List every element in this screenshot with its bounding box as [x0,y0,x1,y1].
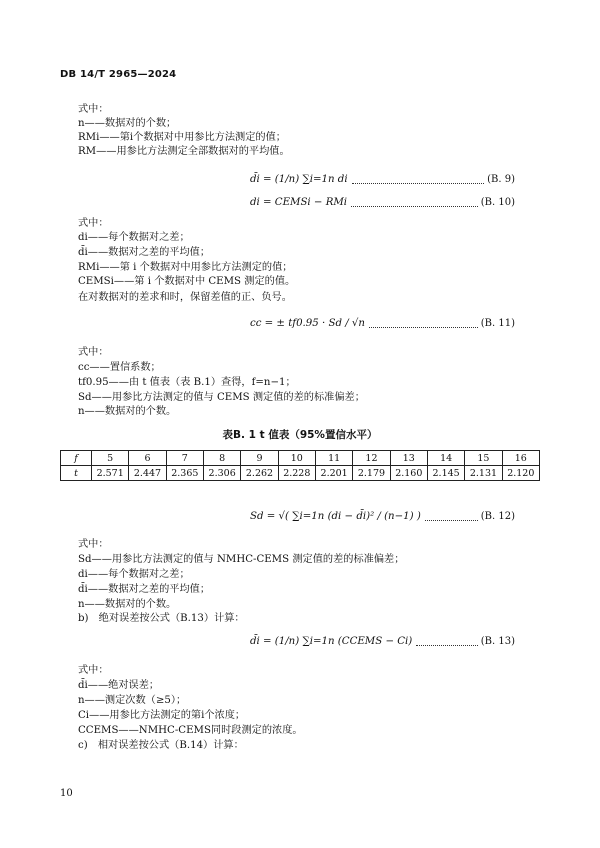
definition-line: Sd——用参比方法测定的值与 CEMS 测定值的差的标准偏差； [78,392,365,403]
t-value-table [60,450,540,481]
f-cell: 5 [92,451,129,466]
f-cell: 6 [129,451,166,466]
definition-line: d̄i——数据对之差的平均值； [78,247,211,258]
f-cell: 11 [315,451,352,466]
formula-b12 [250,508,515,524]
f-cell: 9 [241,451,278,466]
where-label: 式中： [78,347,109,358]
row-header-f: f [61,451,92,466]
definition-line: CEMSi——第 i 个数据对中 CEMS 测定的值。 [78,276,296,287]
definition-line: RM——用参比方法测定全部数据对的平均值。 [78,146,290,157]
leader-dots [352,175,485,184]
definition-line: d̄i——数据对之差的平均值； [78,584,211,595]
t-cell: 2.179 [353,466,390,481]
where-label: 式中： [78,104,109,115]
f-cell: 7 [166,451,203,466]
definition-line: n——数据对的个数。 [78,599,177,610]
formula-number: (B. 9) [487,173,515,185]
row-header-t: t [61,466,92,481]
t-cell: 2.120 [502,466,539,481]
formula-b9 [250,171,515,187]
t-cell: 2.201 [315,466,352,481]
definition-line: n——测定次数（≥5）； [78,695,187,706]
formula-expression: cc = ± tf0.95 · Sd / √n [250,317,365,329]
where-label: 式中： [78,218,109,229]
formula-expression: d̄i = (1/n) ∑i=1n (CCEMS − Ci) [250,635,413,647]
definition-line: n——数据对的个数； [78,118,177,129]
formula-number: (B. 13) [480,635,515,647]
table-row-f [61,451,540,466]
sign-note: 在对数据对的差求和时，保留差值的正、负号。 [78,292,292,303]
definition-line: cc——置信系数； [78,362,161,373]
formula-number: (B. 10) [480,196,515,208]
definition-line: di——每个数据对之差； [78,569,190,580]
formula-expression: di = CEMSi − RMi [250,196,348,208]
t-cell: 2.160 [390,466,427,481]
definition-line: tf0.95——由 t 值表（表 B.1）查得，f=n−1； [78,377,296,388]
formula-b11 [250,315,515,331]
definition-line: di——每个数据对之差； [78,232,190,243]
f-cell: 10 [278,451,315,466]
t-cell: 2.262 [241,466,278,481]
definition-line: RMi——第 i 个数据对中用参比方法测定的值； [78,262,293,273]
definition-line: d̄i——绝对误差； [78,680,160,691]
formula-b10 [250,194,515,210]
document-code-header: DB 14/T 2965—2024 [60,69,177,80]
formula-number: (B. 12) [480,510,515,522]
t-cell: 2.447 [129,466,166,481]
leader-dots [425,512,478,521]
formula-expression: Sd = √( ∑i=1n (di − d̄i)² / (n−1) ) [250,510,421,522]
t-cell: 2.131 [465,466,502,481]
t-cell: 2.228 [278,466,315,481]
formula-b13 [250,633,515,649]
f-cell: 16 [502,451,539,466]
page-number: 10 [60,788,73,799]
formula-number: (B. 11) [480,317,515,329]
t-cell: 2.571 [92,466,129,481]
table-row-t [61,466,540,481]
definition-line: n——数据对的个数。 [78,406,177,417]
definition-line: RMi——第i个数据对中用参比方法测定的值； [78,132,286,143]
leader-dots [416,637,478,646]
definition-line: Ci——用参比方法测定的第i个浓度； [78,710,246,721]
list-item-b: b) 绝对误差按公式（B.13）计算： [78,613,245,624]
table-title: 表B. 1 t 值表（95%置信水平） [222,429,378,441]
f-cell: 12 [353,451,390,466]
f-cell: 13 [390,451,427,466]
definition-line: Sd——用参比方法测定的值与 NMHC-CEMS 测定值的差的标准偏差； [78,554,405,565]
f-cell: 8 [203,451,240,466]
f-cell: 15 [465,451,502,466]
where-label: 式中： [78,539,109,550]
f-cell: 14 [427,451,464,466]
leader-dots [351,198,478,207]
t-cell: 2.145 [427,466,464,481]
t-cell: 2.306 [203,466,240,481]
list-item-c: c) 相对误差按公式（B.14）计算： [78,740,244,751]
leader-dots [369,319,478,328]
where-label: 式中： [78,665,109,676]
formula-expression: d̄i = (1/n) ∑i=1n di [250,173,348,185]
definition-line: CCEMS——NMHC-CEMS同时段测定的浓度。 [78,725,303,736]
t-cell: 2.365 [166,466,203,481]
